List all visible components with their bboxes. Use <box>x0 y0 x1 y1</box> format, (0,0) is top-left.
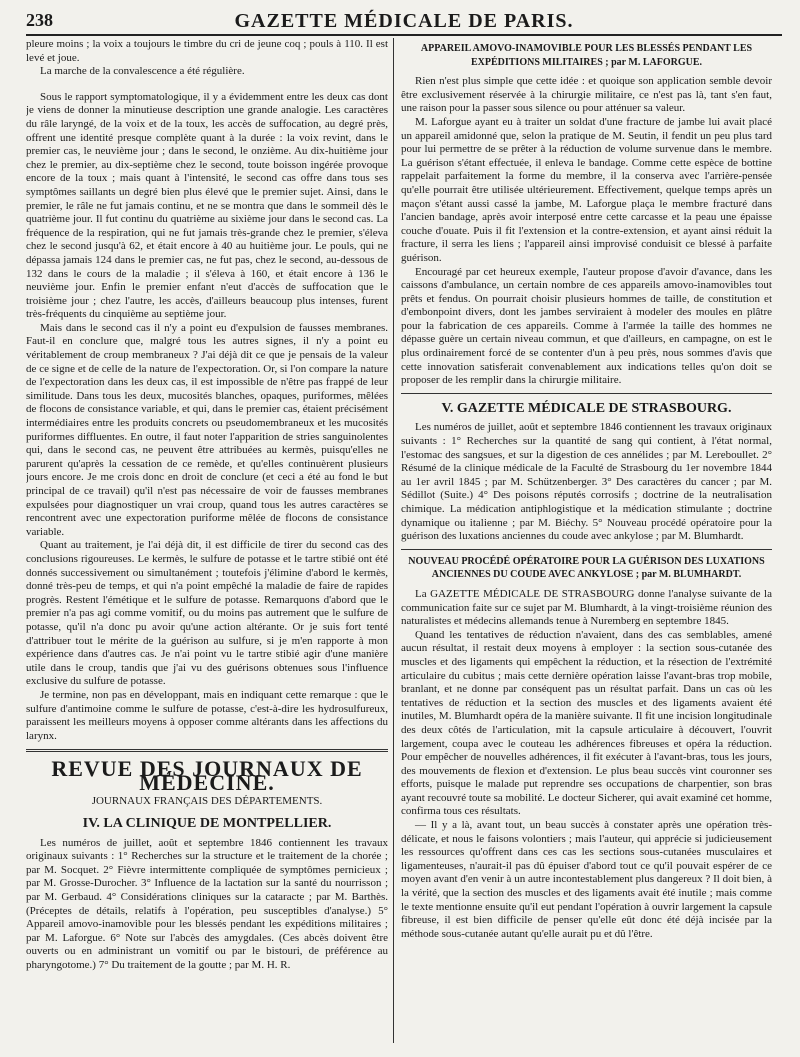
journal-title: GAZETTE MÉDICALE DE PARIS. <box>234 10 574 32</box>
revue-title: REVUE DES JOURNAUX DE MÉDECINE. <box>51 756 363 795</box>
article-title: NOUVEAU PROCÉDÉ OPÉRATOIRE POUR LA GUÉRISON DES LUXATIONS ANCIENNES DU COUDE AVEC ANKYLOSE ; par M. BLUMHARDT. <box>408 555 765 581</box>
paragraph: pleure moins ; la voix a toujours le timbre du cri de jeune coq ; pouls à 110. Il est levé et joue. <box>26 38 388 64</box>
section-heading: V. GAZETTE MÉDICALE DE STRASBOURG. <box>441 400 732 416</box>
section-heading: IV. LA CLINIQUE DE MONTPELLIER. <box>82 816 332 832</box>
paragraph: — Il y a là, avant tout, un beau succès à constater après une opération très-délicate, et nous le faisons volontiers ; mais l'auteur, qui apprécie si judicieusement les ressources qu'offrent dans ces cas les sections sous-cutanées musculaires et ligamenteuses, n'aurait-il pas dû épuiser d'abord tout ce qu'il pouvait espérer de ce moyen avant d'en venir à un autre incontestablement plus dangereux ? Il doit bien, à la vérité, que la section des muscles et des ligaments avait été inutile ; mais comme le texte mentionne ensuite qu'il eut pendant l'opération à ouvrir largement la capsule fibreuse, il est bien difficile de penser qu'elle eût donc été déjà incisée par la méthode sous-cutanée autant qu'elle aurait pu et dû l'être. <box>401 819 772 940</box>
right-column <box>401 38 772 1049</box>
paragraph: Quand les tentatives de réduction n'avaient, dans des cas semblables, amené aucun résultat, il restait deux moyens à employer : la section sous-cutanée des muscles et des ligaments qui empêchent la réduction, et la résection de l'extrémité articulaire du cubitus ; mais cette dernière opération laisse l'avant-bras trop mobile, branlant, et ne donne par conséquent pas un résultat parfait. Dans un cas où les tentatives de réduction et la section des muscles et des ligaments avaient été inutiles, M. Blumhardt opéra de la manière suivante. Il fit une incision longitudinale des deux côtés de l'articulation, mit la capsule articulaire à découvert, l'ouvrit largement, coupa avec le couteau les adhérences fibreuses et opéra la réduction. Pour empêcher de nouvelles adhérences, il fit exécuter à l'avant-bras, tous les jours, des mouvements de flexion et d'extension. Le plus beau succès vint couronner ses efforts, puisque le malade put reprendre ses occupations de charpentier, son bras ayant recouvré toute sa mobilité. Le docteur Sicherer, qui avait examiné cet homme, confirma tous ces résultats. <box>401 628 772 818</box>
article-title: APPAREIL AMOVO-INAMOVIBLE POUR LES BLESSÉS PENDANT LES EXPÉDITIONS MILITAIRES ; par M. LAFORGUE. <box>420 43 753 68</box>
paragraph: M. Laforgue ayant eu à traiter un soldat d'une fracture de jambe lui avait placé un appareil amidonné que, selon la pratique de M. Seutin, il fendit un peu plus tard pour lui permettre de se prêter à la réduction de volume survenue dans le membre. La guérison s'étant effectuée, il enleva le bandage. Comme cette espèce de bottine rappelait parfaitement la forme du membre, il la conserva avec l'arrière-pensée qu'elle pourrait être utilisée ultérieurement. Effectivement, quelque temps après un maçon s'étant aussi cassé la jambe, M. Laforgue plaça le membre fracturé dans l'ancien bandage, après avoir interposé entre cette carcasse et la peau une épaisse couche d'ouate. Puis il fit l'extension et la contre-extension, et ayant ainsi réduit la fracture, il serra les liens ; l'appareil ainsi improvisé conduisit ce blessé à parfaite guérison. <box>401 115 772 264</box>
paragraph: Les numéros de juillet, août et septembre 1846 contiennent les travaux originaux suivants : 1° Recherches sur la quantité de sang qui contient, à l'état normal, l'estomac des sangsues, et sur la digestion de ces annélides ; par M. Lereboullet. 2° Résumé de la clinique médicale de la Faculté de Strasbourg du 1er novembre 1844 au 1er avril 1845 ; par M. Schützenberger. 3° Des caractères du cancer ; par M. Sédillot (Suite.) 4° Des poisons réputés corrosifs ; doctrine de la neutralisation chimique. La médication antiphlogistique et la médication stimulante ; doctrine dynamique ou italienne ; par M. Biéchy. 5° Nouveau procédé opératoire pour la guérison des luxations anciennes du coude avec ankylose ; par M. Blumhardt. <box>401 421 772 543</box>
paragraph: Je termine, non pas en développant, mais en indiquant cette remarque : que le sulfure d'antimoine comme le sulfure de potasse, c'est-à-dire les hydrosulfureux, paraissent les meilleurs moyens à opposer comme altérants dans les affections du larynx. <box>26 688 388 742</box>
section-rule <box>401 393 772 394</box>
section-divider <box>26 749 388 752</box>
paragraph: Rien n'est plus simple que cette idée : et quoique son application semble devoir être exclusivement réservée à la chirurgie militaire, ce n'est pas là, tant s'en faut, une raison pour la passer sous silence ou pour atténuer sa valeur. <box>401 75 772 115</box>
left-column <box>26 38 388 1049</box>
section-rule <box>401 549 772 550</box>
paragraph: Encouragé par cet heureux exemple, l'auteur propose d'avoir d'avance, dans les caissons d'ambulance, un certain nombre de ces appareils amovo-inamovibles tout prêts et fendus. On pourrait choisir plusieurs hommes de taille, de constitution et d'embonpoint divers, dont les jambes serviraient à modeler des moules en plâtre pour la fabrication de ces appareils. Comme à l'armée la taille des hommes ne dépasse guère un certain niveau commun, et que d'ailleurs, en campagne, on est le plus ordinairement forcé de se contenter d'un à peu près, nous sommes d'avis que cette innovation satisferait convenablement aux indications telles qu'on doit se proposer de les remplir dans la chirurgie militaire. <box>401 265 772 387</box>
paragraph: Sous le rapport symptomatologique, il y a évidemment entre les deux cas dont je viens de donner la minutieuse description une grande analogie. Les caractères du râle laryngé, de la voix et de la toux, les accès de suffocation, au degré près, offrent une identité presque complète quant à la durée : la voix revint, dans le premier cas, le neuvième jour ; dans le second, le onzième. Au dix-huitième jour chez le premier, au dix-septième chez le second, toute boisson ingérée provoque encore de la toux ; mais quant à l'intensité, le second cas offre dans tous ses symptômes saillants un degré bien plus élevé que le premier sujet. Ainsi, dans le premier, le râle ne fut jamais continu, et ne se montra que dans le sommeil dès le quatrième jour. Il fut continu du quatrième au sixième jour dans le second cas. La fréquence de la respiration, qui ne fut jamais très-grande chez le premier, s'éleva chez le second jusqu'à 62, et était encore à 40 au huitième jour. Le pouls, qui ne dépassa jamais 124 dans le premier cas, ne fut pas, chez le second, au-dessous de 132 dans le cours de la maladie ; il s'éleva à 160, et était encore à 136 le neuvième jour. Enfin le premier enfant n'eut d'accès de suffocation que le troisième jour ; chez l'autre, les accès, d'ailleurs beaucoup plus intenses, furent très-fréquents du cinquième au septième jour. <box>26 90 388 321</box>
paragraph: Mais dans le second cas il n'y a point eu d'expulsion de fausses membranes. Faut-il en conclure que, malgré tous les autres signes, il n'y a point eu véritablement de croup membraneux ? J'ai déjà dit ce que je pensais de la valeur de ce signe et de celle de la nature de l'expectoration. Or, si l'on compare la nature de l'expectoration dans les deux cas, il est impossible de n'être pas frappé de leur similitude. Dans tous les deux, mucosités blanches, opaques, puriformes, mêlées de flocons de consistance variable, et qui, dans le premier cas, étaient précisément intermédiaires entre les produits concrets ou pseudomembraneux et les mucosités puriformes diffluentes. En outre, il faut noter l'apparition de stries sanguinolentes qui, dans le second cas, ne peuvent être attribuées au kermès, puisqu'elles ne parurent qu'après la cessation de ce remède, et qu'elles continuèrent plusieurs jours encore. Je me crois donc en droit de conclure (et ceci a été au fond le but principal de ce travail) qu'il n'est pas nécessaire de voir de fausses membranes expulsées pour diagnostiquer un vrai croup, quand tous les autres caractères se rencontrent avec une expectoration puriforme mêlée de flocons de consistance variable. <box>26 321 388 538</box>
revue-subtitle: JOURNAUX FRANÇAIS DES DÉPARTEMENTS. <box>91 795 323 808</box>
paragraph: La GAZETTE MÉDICALE DE STRASBOURG donne l'analyse suivante de la communication faite sur ce sujet par M. Blumhardt, à la vingt-troisième réunion des naturalistes et médecins allemands tenue à Nuremberg en septembre 1845. <box>401 587 772 628</box>
paragraph: Quant au traitement, je l'ai déjà dit, il est difficile de tirer du second cas des conclusions rigoureuses. Le kermès, le sulfure de potasse et le tartre stibié ont été donnés successivement ou simultanément ; toutefois j'élimine d'abord le kermès, donné très-peu de temps, et qui n'a point empêché la maladie de faire de rapides progrès. Restent l'émétique et le sulfure de potasse. Remarquons d'abord que le premier n'a pas agi comme vomitif, ou du moins pas autrement que le sulfure de potasse, qu'il n'a donc pu avoir qu'une action altérante. Or je suis fort tenté d'attribuer tout le mérite de la guérison au sulfure, si je m'en rapporte à mon expérience dans d'autres cas. Je n'ai point vu le tartre stibié agir d'une manière utile dans le croup, tandis que j'ai vu des guérisons obtenues sous l'influence exclusive du sulfure de potasse. <box>26 539 388 688</box>
paragraph: Les numéros de juillet, août et septembre 1846 contiennent les travaux originaux suivants : 1° Recherches sur la structure et le traitement de la chorée ; par M. Socquet. 2° Fièvre intermittente compliquée de symptômes pernicieux ; par M. Grosse-Durocher. 3° Influence de la lactation sur la santé du nourrisson ; par M. Gerbaud. 4° Considérations cliniques sur la cataracte ; par M. Barthès. (Préceptes de détails, relatifs à l'opération, peu susceptibles d'analyse.) 5° Appareil amovo-inamovible pour les blessés pendant les expéditions militaires ; par M. Laforgue. 6° Note sur l'abcès des amygdales. (Ces abcès doivent être ouverts ou en administrant un vomitif ou par le bistouri, de préférence au pharyngotome.) 7° Du traitement de la goutte ; par M. H. R. <box>26 836 388 971</box>
page-header <box>26 8 782 36</box>
paragraph: La marche de la convalescence a été régulière. <box>40 65 245 78</box>
column-divider <box>393 38 394 1043</box>
page-number: 238 <box>26 10 53 30</box>
